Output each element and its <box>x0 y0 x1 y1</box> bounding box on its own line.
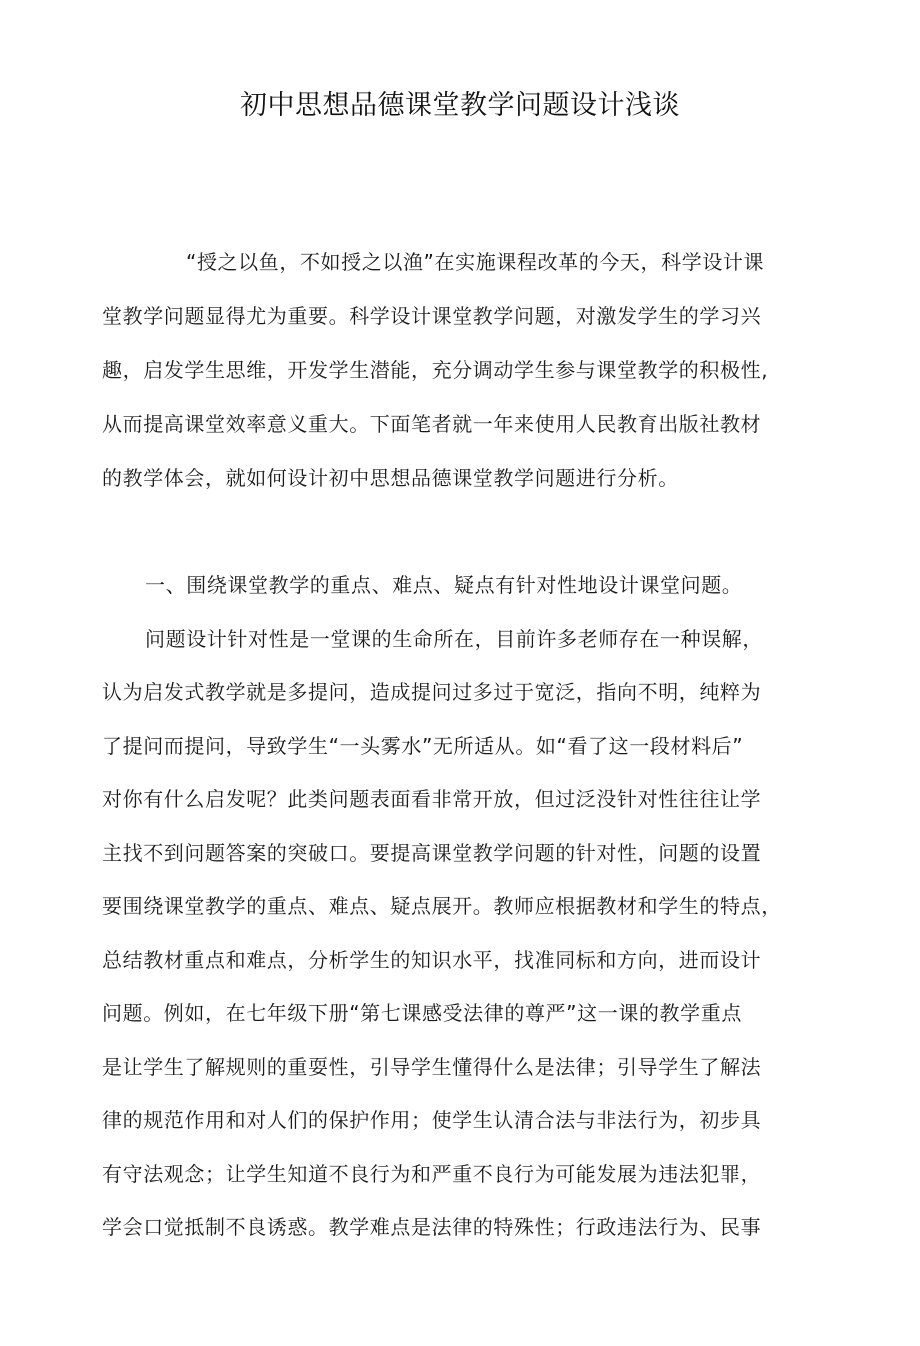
document-title: 初中思想品德课堂教学问题设计浅谈 <box>240 90 680 121</box>
body-line-1: 问题设计针对性是一堂课的生命所在，目前许多老师存在一种误解， <box>145 627 763 651</box>
body-line-5: 主找不到问题答案的突破口。要提高课堂教学问题的针对性，问题的设置 <box>102 841 762 865</box>
section-heading: 一、围绕课堂教学的重点、难点、疑点有针对性地设计课堂问题。 <box>145 573 743 597</box>
body-line-10: 律的规范作用和对人们的保护作用；使学生认清合法与非法行为，初步具 <box>102 1108 762 1132</box>
body-line-6: 要围绕课堂教学的重点、难点、疑点展开。教师应根据教材和学生的特点， <box>102 894 782 918</box>
body-line-2: 认为启发式教学就是多提问，造成提问过多过于宽泛，指向不明，纯粹为 <box>102 680 762 704</box>
body-line-11: 有守法观念；让学生知道不良行为和严重不良行为可能发展为违法犯罪， <box>102 1162 762 1186</box>
intro-line-1: “授之以鱼，不如授之以渔”在实施课程改革的今天，科学设计课 <box>186 250 765 274</box>
intro-line-5: 的教学体会，就如何设计初中思想品德课堂教学问题进行分析。 <box>102 466 679 490</box>
body-line-4: 对你有什么启发呢？此类问题表面看非常开放，但过泛没针对性往往让学 <box>102 787 762 811</box>
body-line-7: 总结教材重点和难点，分析学生的知识水平，找准同标和方向，进而设计 <box>102 948 762 972</box>
body-line-8: 问题。例如，在七年级下册“第七课感受法律的尊严”这一课的教学重点 <box>102 1001 742 1025</box>
body-line-3: 了提问而提问，导致学生“一头雾水”无所适从。如“看了这一段材料后” <box>102 734 744 758</box>
intro-line-4: 从而提高课堂效率意义重大。下面笔者就一年来使用人民教育出版社教材 <box>102 412 762 436</box>
intro-line-3: 趣，启发学生思维，开发学生潜能，充分调动学生参与课堂教学的积极性, <box>102 358 769 382</box>
body-line-12: 学会口觉抵制不良诱惑。教学难点是法律的特殊性；行政违法行为、民事 <box>102 1215 762 1239</box>
intro-line-2: 堂教学问题显得尤为重要。科学设计课堂教学问题，对激发学生的学习兴 <box>102 304 762 328</box>
body-line-9: 是让学生了解规则的重耍性，引导学生懂得什么是法律；引导学生了解法 <box>102 1055 762 1079</box>
